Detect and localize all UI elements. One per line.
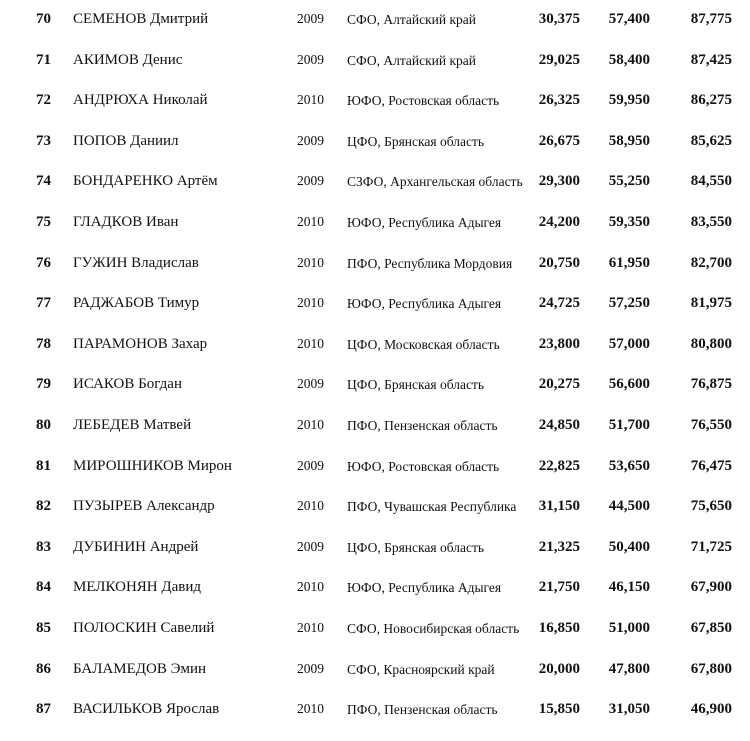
participant-name: ДУБИНИН Андрей — [73, 538, 199, 555]
row-number: 75 — [36, 214, 51, 230]
region: ЦФО, Брянская область — [347, 377, 484, 393]
row-number: 74 — [36, 173, 51, 190]
score-2: 57,000 — [608, 335, 650, 352]
participant-name: ПАРАМОНОВ Захар — [73, 335, 208, 352]
row-number: 80 — [36, 417, 51, 433]
score-1: 30,375 — [538, 11, 580, 27]
score-1: 31,150 — [538, 498, 580, 515]
participant-name: БОНДАРЕНКО Артём — [73, 173, 218, 190]
score-2: 59,350 — [608, 214, 650, 230]
score-1: 20,000 — [538, 660, 580, 677]
region: ПФО, Республика Мордовия — [347, 255, 513, 271]
score-1: 15,850 — [538, 701, 580, 718]
participant-name: БАЛАМЕДОВ Эмин — [73, 660, 207, 677]
score-1: 24,725 — [538, 295, 580, 312]
table-row — [0, 11, 750, 51]
birth-year: 2010 — [297, 92, 324, 108]
birth-year: 2009 — [297, 538, 324, 554]
birth-year: 2009 — [297, 173, 324, 189]
birth-year: 2010 — [297, 214, 324, 229]
participant-name: ЛЕБЕДЕВ Матвей — [73, 417, 192, 433]
participant-name: ГУЖИН Владислав — [73, 254, 199, 271]
score-2: 58,950 — [608, 132, 650, 149]
table-row — [0, 92, 750, 132]
score-2: 46,150 — [608, 579, 650, 596]
row-number: 84 — [36, 579, 51, 596]
birth-year: 2010 — [297, 295, 324, 311]
total-score: 67,850 — [690, 620, 732, 636]
region: СФО, Новосибирская область — [347, 621, 520, 636]
participant-name: ГЛАДКОВ Иван — [73, 214, 179, 230]
score-1: 24,850 — [538, 417, 580, 433]
total-score: 86,275 — [690, 92, 732, 109]
score-1: 20,750 — [538, 254, 580, 271]
row-number: 82 — [36, 498, 51, 515]
region: ПФО, Чувашская Республика — [347, 499, 517, 515]
region: ЮФО, Республика Адыгея — [347, 580, 502, 596]
table-row — [0, 539, 750, 579]
total-score: 46,900 — [690, 701, 732, 718]
birth-year: 2010 — [297, 498, 324, 514]
region: ЮФО, Республика Адыгея — [347, 296, 502, 312]
total-score: 81,975 — [690, 295, 732, 312]
region: ЮФО, Ростовская область — [347, 93, 500, 109]
birth-year: 2010 — [297, 579, 324, 595]
participant-name: ИСАКОВ Богдан — [73, 376, 182, 393]
score-2: 57,400 — [608, 11, 650, 27]
birth-year: 2009 — [297, 132, 324, 148]
total-score: 67,800 — [690, 660, 732, 677]
table-row — [0, 661, 750, 701]
table-row — [0, 701, 750, 741]
participant-name: СЕМЕНОВ Дмитрий — [73, 11, 209, 27]
score-1: 24,200 — [538, 214, 580, 230]
birth-year: 2009 — [297, 660, 324, 676]
table-row — [0, 417, 750, 457]
participant-name: АНДРЮХА Николай — [73, 92, 208, 109]
birth-year: 2009 — [297, 376, 324, 392]
total-score: 80,800 — [690, 335, 732, 352]
total-score: 75,650 — [690, 498, 732, 515]
score-1: 26,325 — [538, 92, 580, 109]
row-number: 81 — [36, 457, 51, 474]
score-2: 51,000 — [608, 620, 650, 636]
score-1: 29,025 — [538, 51, 580, 68]
table-row — [0, 255, 750, 295]
birth-year: 2010 — [297, 620, 324, 635]
row-number: 85 — [36, 620, 51, 636]
table-row — [0, 579, 750, 619]
total-score: 76,475 — [690, 457, 732, 474]
total-score: 85,625 — [690, 132, 732, 149]
participant-name: ПУЗЫРЕВ Александр — [73, 498, 215, 515]
participant-name: МЕЛКОНЯН Давид — [73, 579, 201, 596]
region: СФО, Алтайский край — [347, 12, 477, 27]
birth-year: 2010 — [297, 701, 324, 717]
table-row — [0, 295, 750, 335]
row-number: 78 — [36, 335, 51, 352]
score-1: 20,275 — [538, 376, 580, 393]
participant-name: ВАСИЛЬКОВ Ярослав — [73, 701, 220, 718]
table-row — [0, 173, 750, 213]
participant-name: МИРОШНИКОВ Мирон — [73, 457, 232, 474]
score-1: 29,300 — [538, 173, 580, 190]
score-2: 47,800 — [608, 660, 650, 677]
participant-name: РАДЖАБОВ Тимур — [73, 295, 200, 312]
region: ЮФО, Республика Адыгея — [347, 215, 502, 230]
total-score: 87,775 — [690, 11, 732, 27]
score-1: 23,800 — [538, 335, 580, 352]
total-score: 87,425 — [690, 51, 732, 68]
region: СЗФО, Архангельская область — [347, 174, 523, 190]
region: ПФО, Пензенская область — [347, 702, 498, 718]
row-number: 86 — [36, 660, 51, 677]
table-row — [0, 620, 750, 660]
region: ЦФО, Брянская область — [347, 539, 484, 555]
score-1: 22,825 — [538, 457, 580, 474]
region: СФО, Красноярский край — [347, 661, 495, 677]
row-number: 83 — [36, 538, 51, 555]
total-score: 82,700 — [690, 254, 732, 271]
birth-year: 2009 — [297, 457, 324, 473]
row-number: 76 — [36, 254, 51, 271]
birth-year: 2009 — [297, 11, 324, 26]
table-row — [0, 52, 750, 92]
region: ЦФО, Брянская область — [347, 133, 484, 149]
total-score: 76,550 — [690, 417, 732, 433]
score-2: 53,650 — [608, 457, 650, 474]
score-2: 57,250 — [608, 295, 650, 312]
table-row — [0, 133, 750, 173]
birth-year: 2010 — [297, 417, 324, 432]
total-score: 84,550 — [690, 173, 732, 190]
region: ПФО, Пензенская область — [347, 418, 498, 433]
row-number: 77 — [36, 295, 51, 312]
total-score: 76,875 — [690, 376, 732, 393]
score-1: 21,750 — [538, 579, 580, 596]
score-1: 16,850 — [538, 620, 580, 636]
total-score: 83,550 — [690, 214, 732, 230]
birth-year: 2010 — [297, 335, 324, 351]
total-score: 67,900 — [690, 579, 732, 596]
birth-year: 2010 — [297, 254, 324, 270]
score-2: 58,400 — [608, 51, 650, 68]
score-2: 59,950 — [608, 92, 650, 109]
score-1: 26,675 — [538, 132, 580, 149]
score-2: 61,950 — [608, 254, 650, 271]
region: СФО, Алтайский край — [347, 52, 477, 68]
row-number: 71 — [36, 51, 51, 68]
table-row — [0, 458, 750, 498]
region: ЦФО, Московская область — [347, 336, 500, 352]
score-2: 44,500 — [608, 498, 650, 515]
participant-name: ПОЛОСКИН Савелий — [73, 620, 215, 636]
participant-name: АКИМОВ Денис — [73, 51, 183, 68]
row-number: 72 — [36, 92, 51, 109]
row-number: 70 — [36, 11, 51, 27]
row-number: 73 — [36, 132, 51, 149]
table-row — [0, 498, 750, 538]
score-2: 51,700 — [608, 417, 650, 433]
birth-year: 2009 — [297, 51, 324, 67]
row-number: 87 — [36, 701, 51, 718]
score-2: 56,600 — [608, 376, 650, 393]
total-score: 71,725 — [690, 538, 732, 555]
table-row — [0, 376, 750, 416]
table-row — [0, 214, 750, 254]
region: ЮФО, Ростовская область — [347, 458, 500, 474]
score-2: 55,250 — [608, 173, 650, 190]
table-row — [0, 336, 750, 376]
score-2: 50,400 — [608, 538, 650, 555]
score-2: 31,050 — [608, 701, 650, 718]
participant-name: ПОПОВ Даниил — [73, 132, 179, 149]
row-number: 79 — [36, 376, 51, 393]
score-1: 21,325 — [538, 538, 580, 555]
